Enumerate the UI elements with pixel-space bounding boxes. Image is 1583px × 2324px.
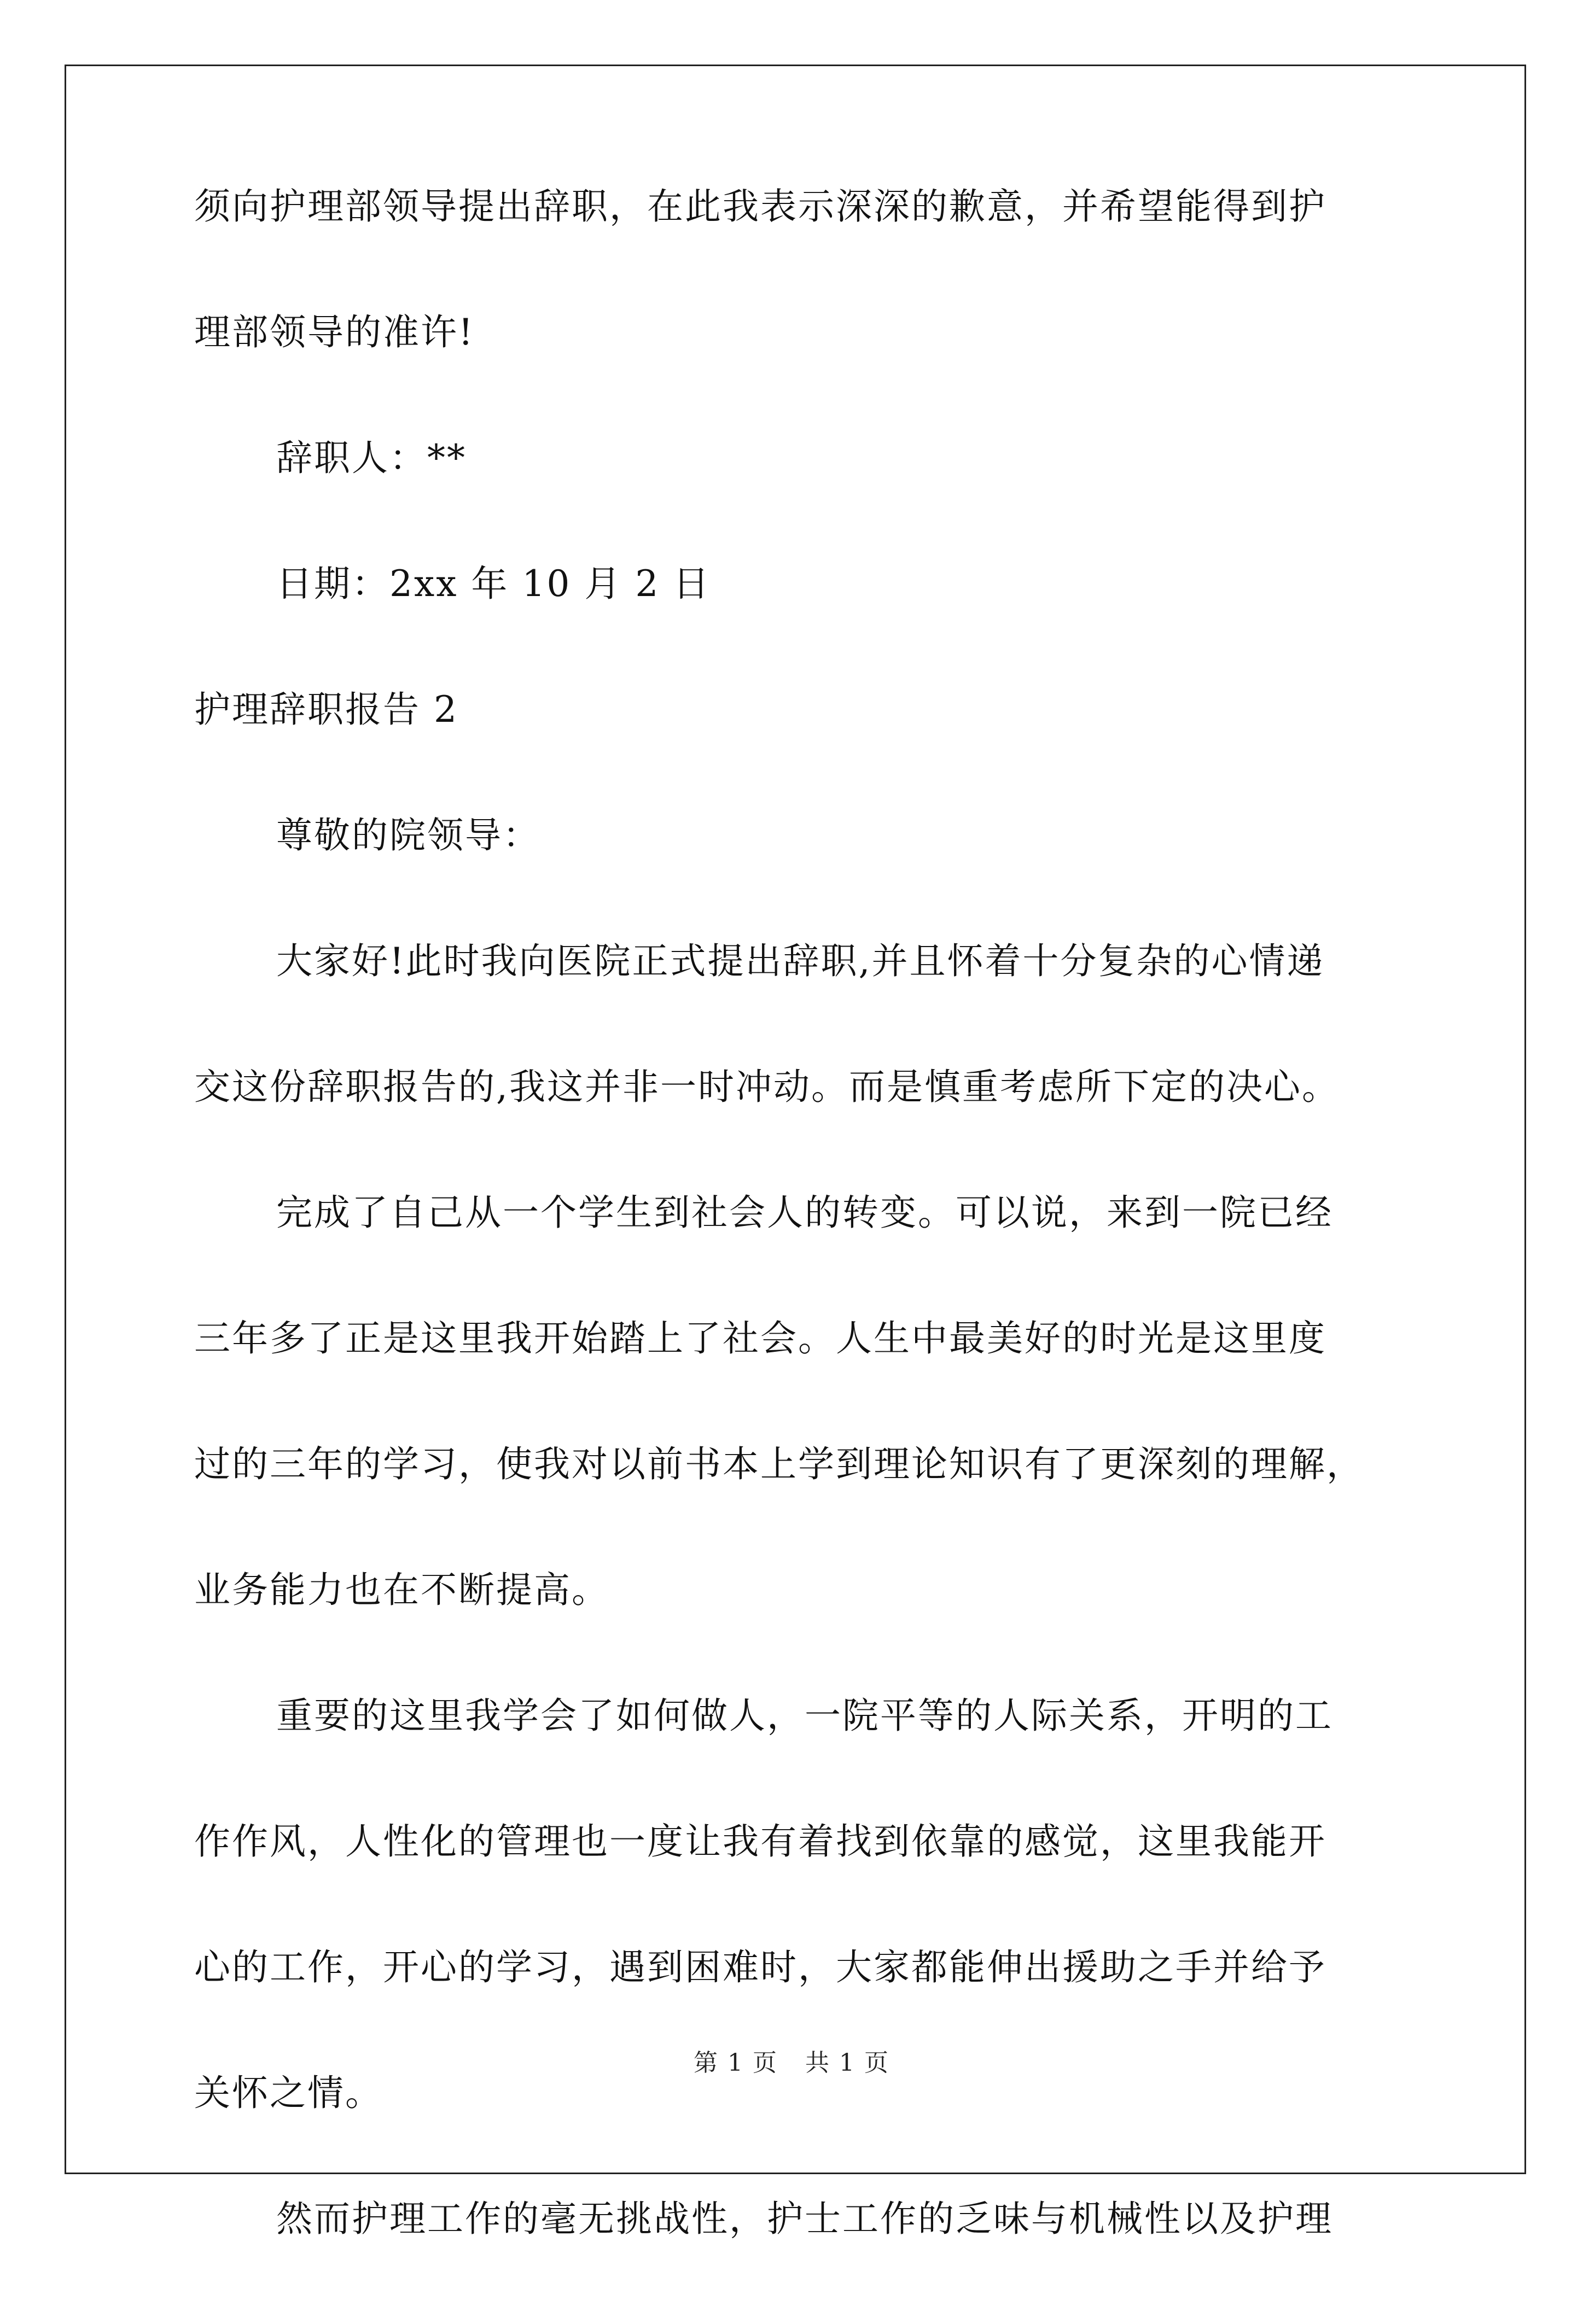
text-line: 理部领导的准许!: [194, 311, 475, 353]
text-line: 心的工作，开心的学习，遇到困难时，大家都能伸出援助之手并给予: [194, 1946, 1326, 1988]
page-number: 第 1 页: [694, 2049, 778, 2077]
page-total: 共 1 页: [805, 2049, 889, 2077]
salutation: 尊敬的院领导：: [276, 814, 540, 856]
text-line: 交这份辞职报告的,我这并非一时冲动。而是慎重考虑所下定的决心。: [194, 1066, 1340, 1108]
text-line: 然而护理工作的毫无挑战性，护士工作的乏味与机械性以及护理: [276, 2198, 1333, 2240]
text-line: 大家好!此时我向医院正式提出辞职,并且怀着十分复杂的心情递: [276, 940, 1325, 982]
document-body: [194, 186, 1398, 2324]
text-line: 过的三年的学习，使我对以前书本上学到理论知识有了更深刻的理解，: [194, 1443, 1364, 1485]
text-line: 作作风，人性化的管理也一度让我有着找到依靠的感觉，这里我能开: [194, 1820, 1326, 1862]
text-line: 关怀之情。: [194, 2072, 383, 2114]
text-line: 业务能力也在不断提高。: [194, 1569, 609, 1611]
text-line: 重要的这里我学会了如何做人，一院平等的人际关系，开明的工: [276, 1695, 1333, 1737]
text-line: 完成了自己从一个学生到社会人的转变。可以说，来到一院已经: [276, 1192, 1333, 1234]
page-footer: [0, 2049, 1583, 2077]
text-line: 三年多了正是这里我开始踏上了社会。人生中最美好的时光是这里度: [194, 1317, 1326, 1359]
text-line: 须向护理部领导提出辞职，在此我表示深深的歉意，并希望能得到护: [194, 185, 1326, 227]
date-line: 日期：2xx 年 10 月 2 日: [276, 563, 711, 605]
section-title: 护理辞职报告 2: [194, 688, 458, 731]
signature-line: 辞职人：**: [276, 437, 467, 479]
